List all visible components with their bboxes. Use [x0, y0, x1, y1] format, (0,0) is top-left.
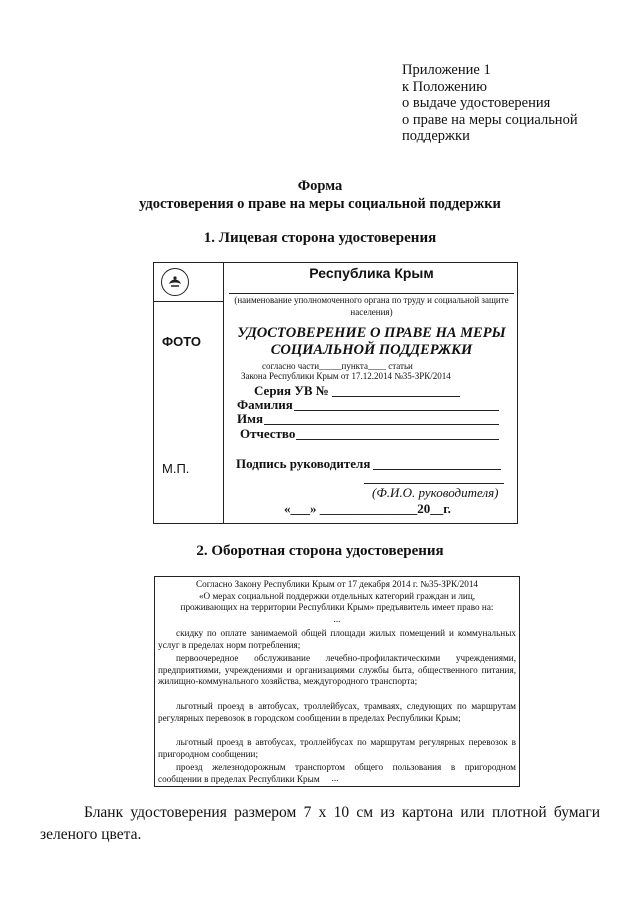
- crimea-emblem-icon: [161, 268, 189, 296]
- issue-date: «___» _______________20__г.: [284, 501, 451, 516]
- appendix-line: о праве на меры социальной: [402, 111, 578, 128]
- surname-label: Фамилия: [237, 397, 293, 412]
- form-title: Форма: [297, 178, 343, 194]
- certificate-back: [154, 576, 520, 787]
- certificate-front: [153, 262, 518, 524]
- footer-note: [40, 802, 600, 846]
- law-text: Закона Республики Крым от 17.12.2014 №35-ЗРК/2014: [241, 371, 451, 381]
- divider: [223, 263, 224, 523]
- republic-name: Республика Крым: [309, 265, 434, 281]
- benefit-item: первоочередное обслуживание лечебно-профилактическими учреждениями, предприятиями, учреждениями и организациями службы быта, общественного питания, жилищно-коммунального хозяйства, междугородного транспорта;: [158, 653, 516, 686]
- appendix-line: Приложение 1: [402, 62, 491, 78]
- benefit-item: льготный проезд в автобусах, троллейбусах по маршрутам регулярных перевозок в пригородном сообщении;: [158, 737, 516, 759]
- section-front-heading: 1. Лицевая сторона удостоверения: [203, 230, 437, 246]
- back-header-line: Согласно Закону Республики Крым от 17 декабря 2014 г. №35-ЗРК/2014: [195, 579, 479, 589]
- footer-text: Бланк удостоверения размером 7 х 10 см из картона или плотной бумаги зеленого цвета.: [40, 804, 600, 843]
- series-label: Серия УВ №: [254, 383, 329, 398]
- series-line: [332, 396, 460, 397]
- signature-line: [373, 469, 501, 470]
- photo-label: ФОТО: [162, 334, 201, 349]
- appendix-note: [402, 62, 578, 145]
- surname-line: [294, 410, 499, 411]
- back-header: [155, 577, 519, 614]
- patronymic-label: Отчество: [240, 426, 296, 441]
- organ-note: (наименование уполномоченного органа по труду и социальной защите населения): [234, 295, 509, 317]
- ellipsis: ...: [331, 773, 339, 783]
- fio-line: [364, 483, 504, 484]
- appendix-line: поддержки: [402, 128, 470, 144]
- benefit-item: льготный проезд в автобусах, троллейбусах, трамваях, следующих по маршрутам регулярных перевозок в городском сообщении в пределах Республики Крым;: [158, 701, 516, 723]
- form-subtitle: удостоверения о праве на меры социальной поддержки: [139, 196, 501, 212]
- back-header-line: проживающих на территории Республики Крым» предъявитель имеет право на:: [180, 602, 494, 612]
- head-fio-label: (Ф.И.О. руководителя): [372, 485, 499, 500]
- stamp-label: М.П.: [162, 461, 190, 476]
- according-text: согласно части_____пункта____ статьи: [262, 361, 413, 371]
- patronymic-line: [296, 439, 499, 440]
- benefit-item: проезд железнодорожным транспортом общего пользования в пригородном сообщении в пределах Республики Крым: [158, 762, 516, 784]
- divider: [154, 301, 224, 302]
- section-back-heading: 2. Оборотная сторона удостоверения: [196, 543, 444, 559]
- name-line: [264, 424, 499, 425]
- signature-label: Подпись руководителя: [236, 456, 371, 471]
- back-header-line: «О мерах социальной поддержки отдельных категорий граждан и лиц,: [198, 590, 476, 601]
- ellipsis: ...: [333, 614, 341, 624]
- appendix-line: к Положению: [402, 78, 487, 95]
- benefit-item: скидку по оплате занимаемой общей площади жилых помещений и коммунальных услуг в пределах норм потребления;: [158, 628, 516, 650]
- certificate-title: УДОСТОВЕРЕНИЕ О ПРАВЕ НА МЕРЫ СОЦИАЛЬНОЙ ПОДДЕРЖКИ: [237, 325, 506, 358]
- appendix-line: о выдаче удостоверения: [402, 95, 551, 111]
- name-label: Имя: [237, 411, 263, 426]
